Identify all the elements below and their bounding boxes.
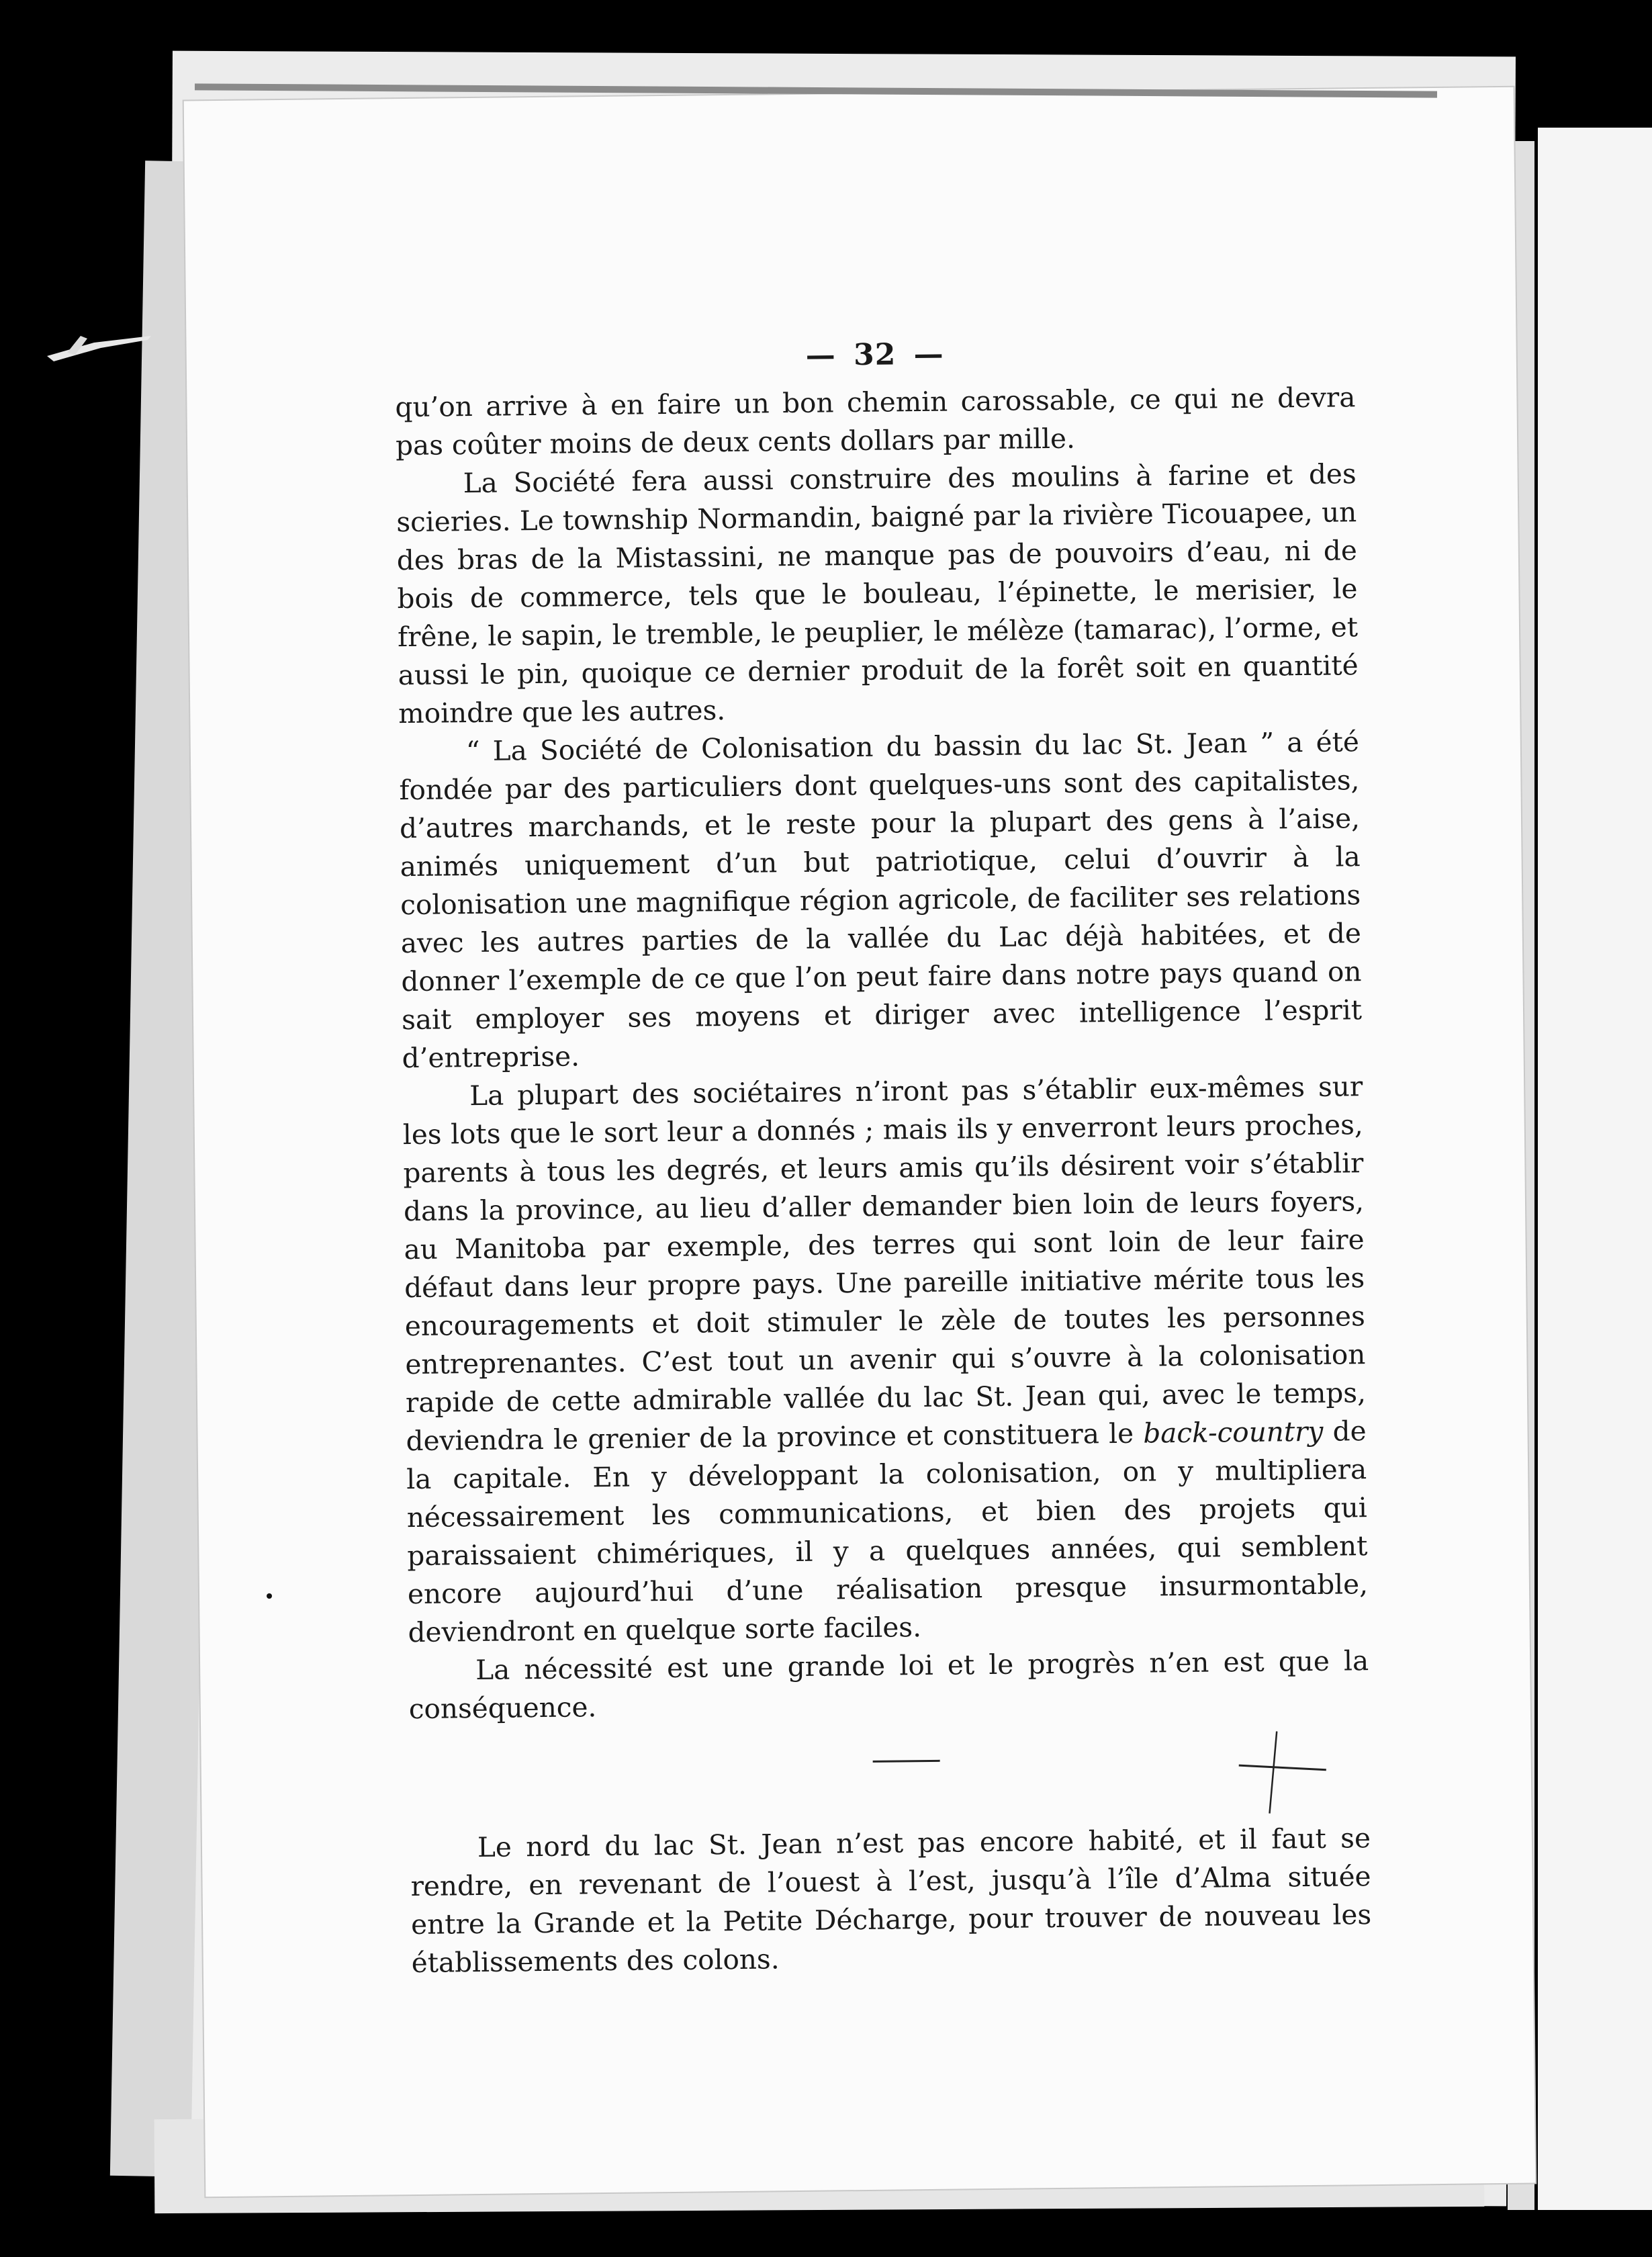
margin-dot [267, 1593, 272, 1599]
short-rule [873, 1760, 940, 1763]
page-number: — 32 — [805, 337, 944, 373]
facing-page [1538, 128, 1652, 2210]
paragraph-north: Le nord du lac St. Jean n’est pas encore habité, et il faut se rendre, en revenant de l’ouest à l’est, jusqu’à l’île d’Alma située entre la Grande et la Petite Décharge, pour trouver de nouveau les établissements des colons. [410, 1822, 1372, 1980]
section-separator [409, 1718, 1370, 1816]
page-number-value: 32 [853, 337, 897, 373]
paragraph-necessity: La nécessité est une grande loi et le progrès n’en est que la conséquence. [408, 1644, 1369, 1726]
page-text [394, 330, 1372, 1982]
book-page [184, 87, 1536, 2197]
italic-term: back-country [1143, 1415, 1324, 1450]
paragraph-settlers-part1: La plupart des sociétaires n’iront pas s’établir eux-mêmes sur les lots que le sort leur a donnés ; mais ils y enverront leurs proches, parents à tous les degrés, et leurs amis qu’ils désirent voir s’établir dans la province, au lieu d’aller demander bien loin de leurs foyers, au Manitoba par exemple, des terres qui sont loin de leur faire défaut dans leur propre pays. Une pareille initiative mérite tous les encouragements et doit stimuler le zèle de toutes les personnes entreprenantes. C’est tout un avenir qui s’ouvre à la colonisation rapide de cette admirable vallée du lac St. Jean qui, avec le temps, deviendra le grenier de la province et constituera le [402, 1070, 1367, 1458]
paper-tear-mark [40, 316, 154, 369]
handwritten-cross-mark [1235, 1726, 1330, 1820]
paragraph-road: qu’on arrive à en faire un bon chemin carossable, ce qui ne devra pas coûter moins de deux cents dollars par mille. [395, 381, 1356, 462]
paragraph-mills: La Société fera aussi construire des moulins à farine et des scieries. Le township Normandin, baigné par la rivière Ticouapee, un des bras de la Mistassini, ne manque pas de pouvoirs d’eau, ni de bois de commerce, tels que le bouleau, l’épinette, le merisier, le frêne, le sapin, le tremble, le peuplier, le mélèze (tamarac), l’orme, et aussi le pin, quoique ce dernier produit de la forêt soit en quantité moindre que les autres. [396, 457, 1359, 730]
paragraph-settlers-part2: de la capitale. En y développant la colonisation, on y multipliera nécessairement les communications, et bien des projets qui paraissaient chimériques, il y a quelques années, qui semblent encore aujourd’hui d’une réalisation presque insurmontable, deviendront en quelque sorte faciles. [406, 1415, 1369, 1649]
paragraph-society: “ La Société de Colonisation du bassin du lac St. Jean ” a été fondée par des particuliers dont quelques-uns sont des capitalistes, d’autres marchands, et le reste pour la plupart des gens à l’aise, animés uniquement d’un but patriotique, celui d’ouvrir à la colonisation une magnifique région agricole, de faciliter ses relations avec les autres parties de la vallée du Lac déjà habitées, et de donner l’exemple de ce que l’on peut faire dans notre pays quand on sait employer ses moyens et diriger avec intelligence l’esprit d’entreprise. [399, 725, 1363, 1075]
paragraph-settlers [402, 1067, 1369, 1652]
